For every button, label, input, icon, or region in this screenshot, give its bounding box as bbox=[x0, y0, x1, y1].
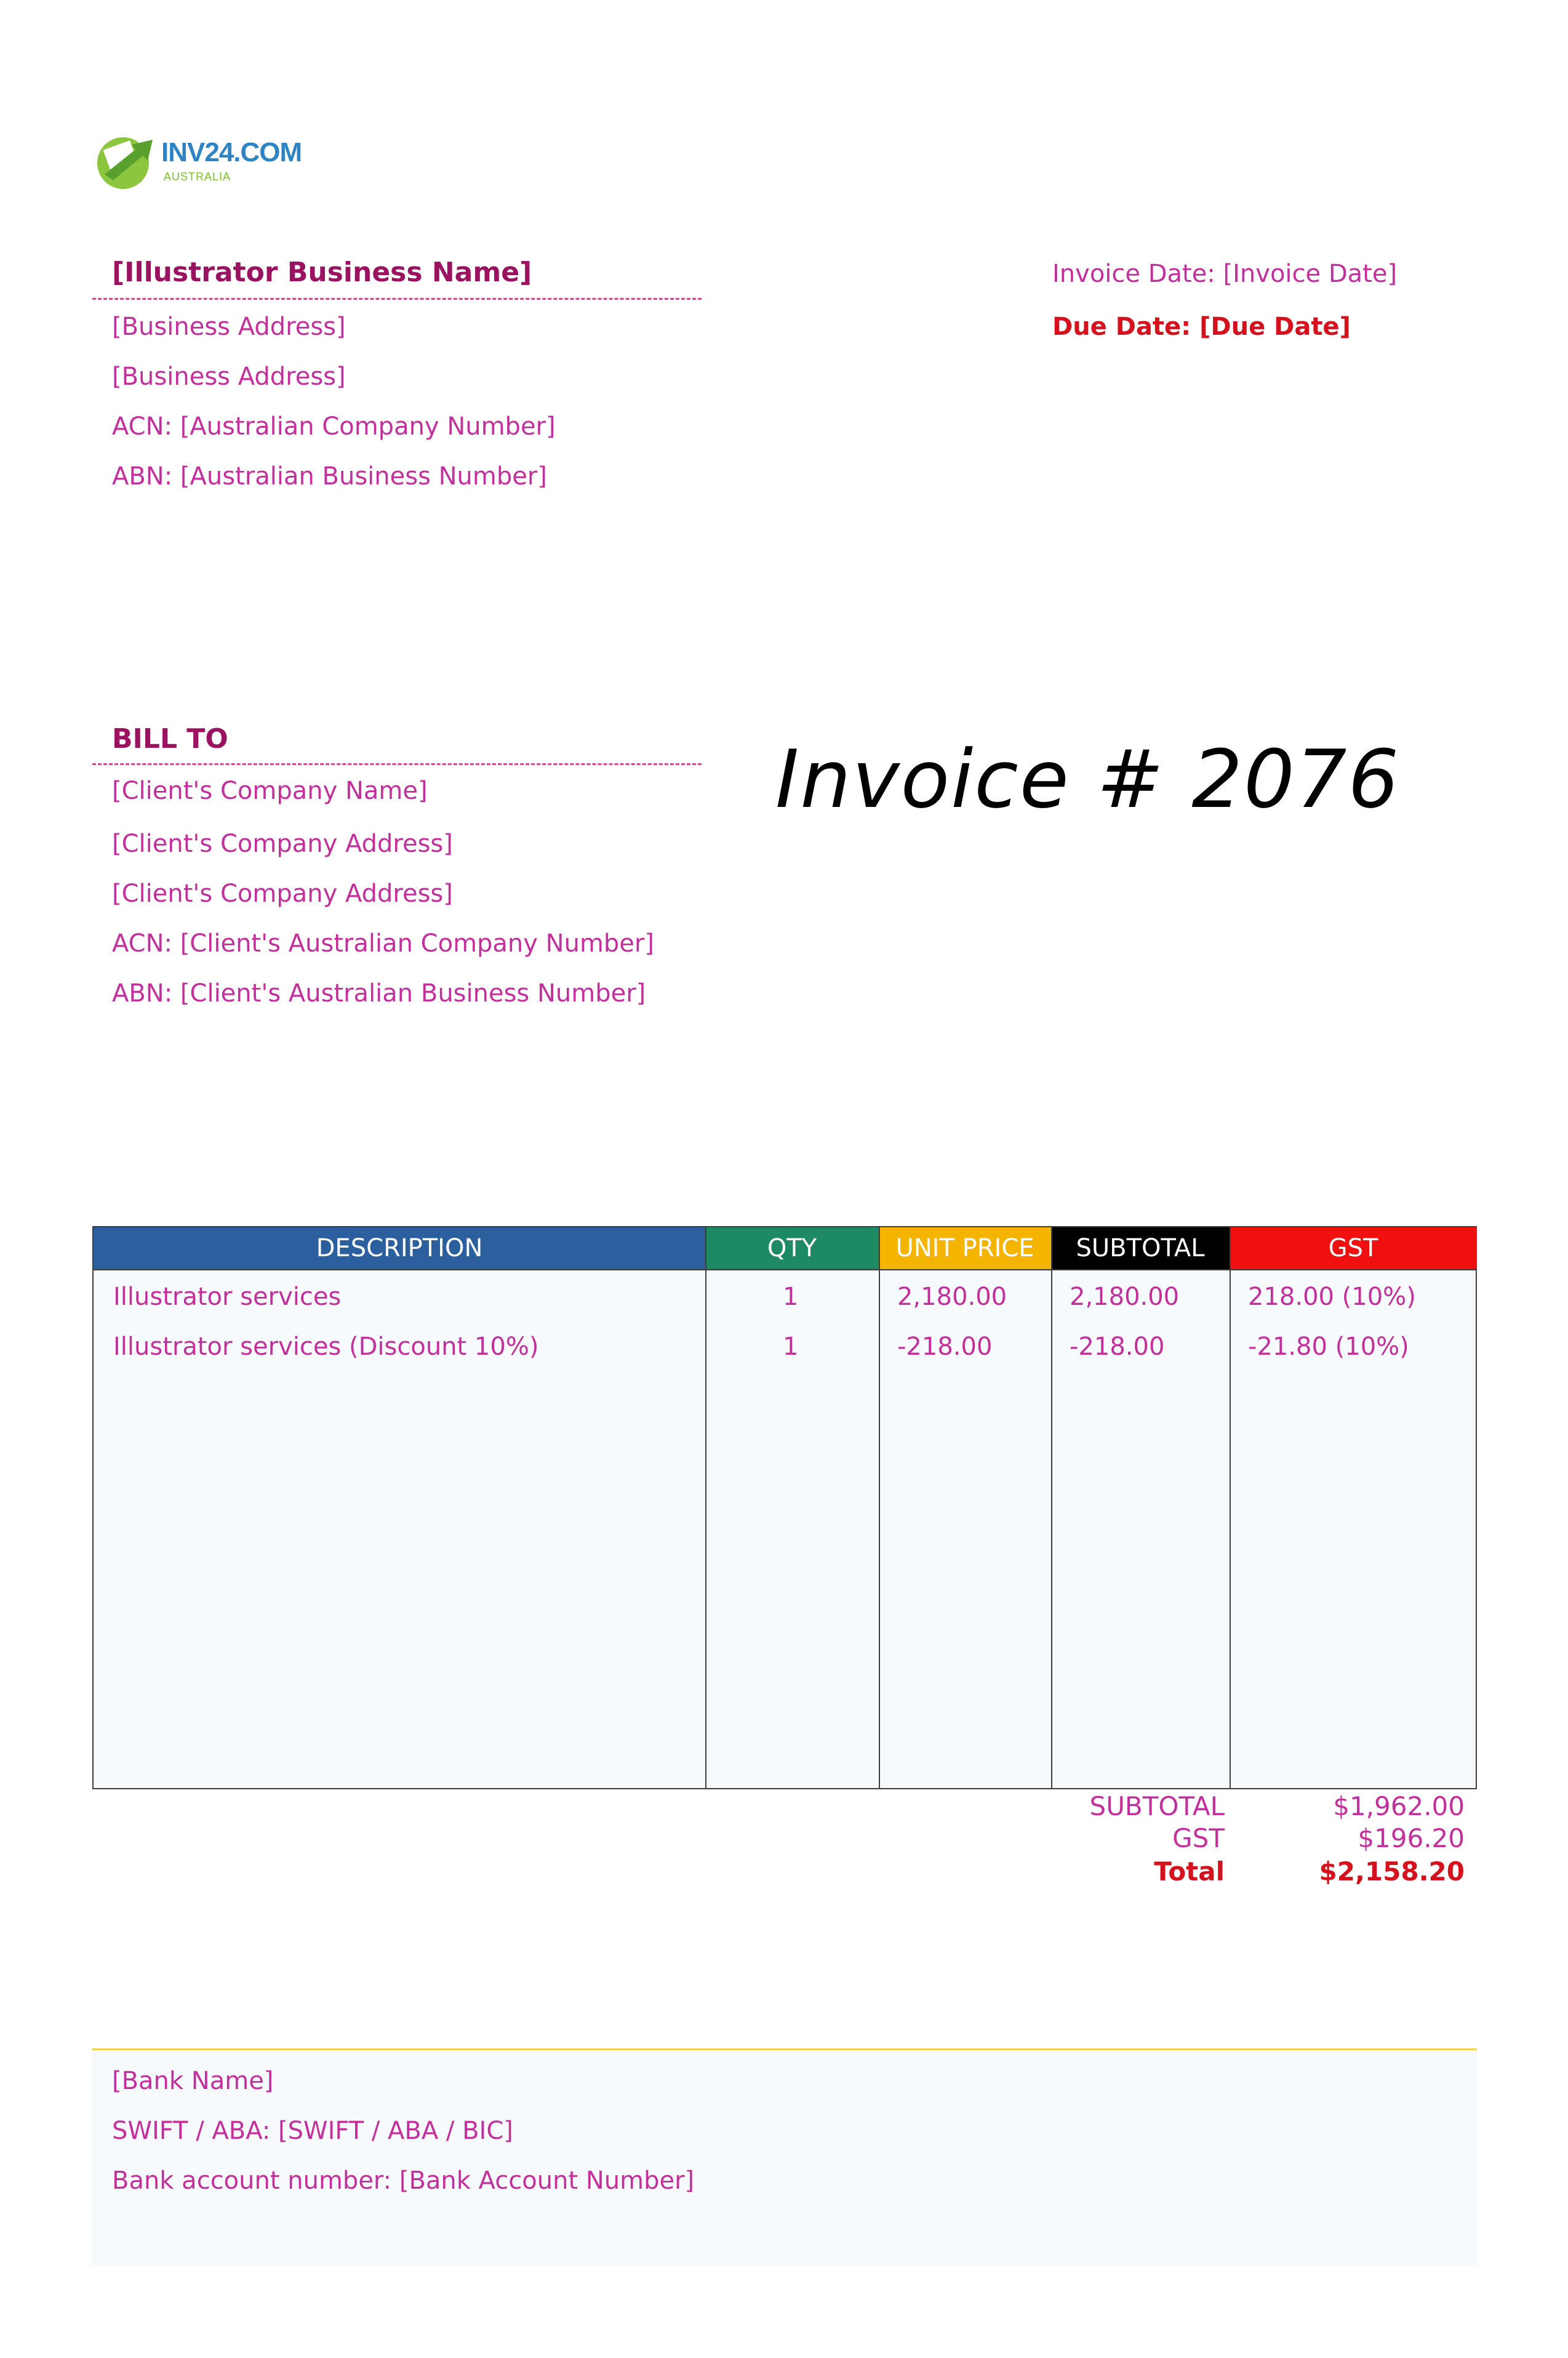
bank-swift: SWIFT / ABA: [SWIFT / ABA / BIC] bbox=[112, 2117, 513, 2145]
totals-total-label: Total bbox=[1154, 1856, 1225, 1887]
logo-arrow-icon bbox=[92, 126, 160, 194]
logo-region: AUSTRALIA bbox=[164, 170, 231, 183]
company-logo bbox=[92, 126, 302, 194]
invoice-date: Invoice Date: [Invoice Date] bbox=[1052, 260, 1398, 288]
row-1-qty: 1 bbox=[783, 1283, 799, 1311]
row-2-description: Illustrator services (Discount 10%) bbox=[113, 1333, 539, 1361]
row-2-gst: -21.80 (10%) bbox=[1248, 1333, 1409, 1361]
totals-subtotal-label: SUBTOTAL bbox=[1089, 1791, 1225, 1821]
seller-business-name: [Illustrator Business Name] bbox=[112, 257, 532, 288]
header-qty: QTY bbox=[705, 1227, 879, 1269]
client-abn: ABN: [Client's Australian Business Number] bbox=[112, 979, 646, 1008]
bank-details-panel bbox=[92, 2050, 1477, 2266]
bill-to-divider bbox=[92, 763, 702, 765]
row-1-unit-price: 2,180.00 bbox=[897, 1283, 1007, 1311]
totals-subtotal-value: $1,962.00 bbox=[1333, 1791, 1465, 1821]
row-1-gst: 218.00 (10%) bbox=[1248, 1283, 1416, 1311]
client-acn: ACN: [Client's Australian Company Number] bbox=[112, 929, 654, 958]
client-company-name: [Client's Company Name] bbox=[112, 777, 428, 805]
column-divider bbox=[879, 1227, 880, 1788]
seller-address-2: [Business Address] bbox=[112, 363, 346, 391]
seller-abn: ABN: [Australian Business Number] bbox=[112, 462, 547, 491]
line-items-table bbox=[92, 1226, 1477, 1789]
invoice-number-title: Invoice # 2076 bbox=[775, 732, 1401, 826]
bank-account-number: Bank account number: [Bank Account Number] bbox=[112, 2167, 695, 2195]
bank-name: [Bank Name] bbox=[112, 2067, 274, 2095]
header-description: DESCRIPTION bbox=[94, 1227, 705, 1269]
column-divider bbox=[1051, 1227, 1052, 1788]
client-address-2: [Client's Company Address] bbox=[112, 880, 453, 908]
row-1-subtotal: 2,180.00 bbox=[1070, 1283, 1180, 1311]
header-gst: GST bbox=[1230, 1227, 1477, 1269]
seller-divider bbox=[92, 298, 702, 300]
row-2-unit-price: -218.00 bbox=[897, 1333, 993, 1361]
client-address-1: [Client's Company Address] bbox=[112, 830, 453, 858]
row-2-qty: 1 bbox=[783, 1333, 799, 1361]
header-subtotal: SUBTOTAL bbox=[1051, 1227, 1230, 1269]
totals-gst-value: $196.20 bbox=[1358, 1823, 1465, 1853]
row-2-subtotal: -218.00 bbox=[1070, 1333, 1165, 1361]
header-unit-price: UNIT PRICE bbox=[879, 1227, 1051, 1269]
column-divider bbox=[1230, 1227, 1231, 1788]
totals-total-value: $2,158.20 bbox=[1319, 1856, 1465, 1887]
column-divider bbox=[705, 1227, 706, 1788]
seller-address-1: [Business Address] bbox=[112, 313, 346, 341]
totals-gst-label: GST bbox=[1172, 1823, 1225, 1853]
due-date: Due Date: [Due Date] bbox=[1052, 313, 1351, 341]
row-1-description: Illustrator services bbox=[113, 1283, 342, 1311]
bill-to-heading: BILL TO bbox=[112, 723, 228, 755]
header-divider bbox=[94, 1269, 1476, 1270]
seller-acn: ACN: [Australian Company Number] bbox=[112, 412, 556, 441]
logo-name: INV24.COM bbox=[161, 137, 302, 167]
